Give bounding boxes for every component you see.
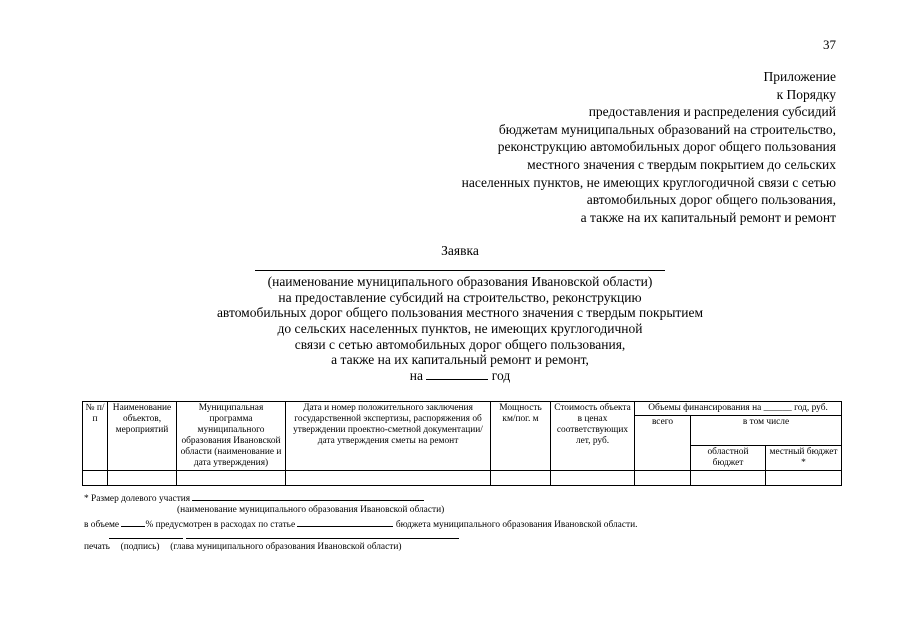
share-line bbox=[84, 491, 424, 505]
request-heading: Заявка bbox=[441, 243, 479, 258]
table-cell[interactable] bbox=[286, 471, 491, 486]
table-cell[interactable] bbox=[766, 471, 842, 486]
percent-blank[interactable] bbox=[121, 517, 145, 527]
header-cost: Стоимость объекта в ценах соответствующих лет, руб. bbox=[551, 402, 635, 471]
header-number: № п/п bbox=[83, 402, 108, 471]
appendix-line: реконструкцию автомобильных дорог общего пользования bbox=[497, 139, 836, 155]
header-financing-volume: Объемы финансирования на ______ год, руб. bbox=[635, 402, 842, 416]
head-label: (глава муниципального образования Ивановской области) bbox=[170, 542, 402, 552]
request-title-block bbox=[160, 243, 760, 383]
appendix-line: местного значения с твердым покрытием до сельских bbox=[527, 156, 836, 172]
volume-mid: % предусмотрен в расходах по статье bbox=[145, 520, 296, 530]
signature-captions bbox=[84, 541, 402, 553]
year-blank[interactable] bbox=[426, 368, 488, 380]
table-cell[interactable] bbox=[177, 471, 286, 486]
year-prefix: на bbox=[409, 367, 424, 383]
header-regional-budget: областной бюджет bbox=[691, 446, 766, 471]
header-local-budget: местный бюджет * bbox=[766, 446, 842, 471]
title-line: связи с сетью автомобильных дорог общего пользования, bbox=[294, 336, 626, 352]
article-blank[interactable] bbox=[297, 517, 393, 527]
header-including: в том числе bbox=[691, 416, 842, 446]
table-cell[interactable] bbox=[635, 471, 691, 486]
municipality-blank[interactable] bbox=[160, 259, 760, 275]
header-capacity: Мощность км/пог. м bbox=[491, 402, 551, 471]
appendix-line: бюджетам муниципальных образований на строительство, bbox=[498, 121, 836, 137]
header-total: всего bbox=[635, 416, 691, 471]
share-label: * Размер долевого участия bbox=[84, 494, 191, 504]
signature-blank[interactable] bbox=[109, 538, 183, 539]
municipality-caption: (наименование муниципального образования Ивановской области) bbox=[267, 274, 653, 290]
table-row bbox=[83, 471, 842, 486]
title-line: а также на их капитальный ремонт и ремонт, bbox=[331, 352, 589, 368]
share-blank[interactable] bbox=[192, 491, 424, 501]
appendix-line: населенных пунктов, не имеющих круглогодичной связи с сетью bbox=[461, 174, 836, 190]
table-cell[interactable] bbox=[83, 471, 108, 486]
header-objects: Наименование объектов, мероприятий bbox=[108, 402, 177, 471]
table-cell[interactable] bbox=[108, 471, 177, 486]
request-table bbox=[82, 401, 842, 486]
header-expertise: Дата и номер положительного заключения государственной экспертизы, распоряжения об утверждении проектно-сметной документации/дата утверждения сметы на ремонт bbox=[286, 402, 491, 471]
appendix-line: к Порядку bbox=[776, 86, 836, 102]
year-line bbox=[160, 368, 760, 384]
title-line: до сельских населенных пунктов, не имеющих круглогодичной bbox=[277, 320, 643, 336]
appendix-header bbox=[376, 68, 836, 226]
volume-prefix: в объеме bbox=[84, 520, 120, 530]
volume-line bbox=[84, 517, 637, 531]
appendix-line: автомобильных дорог общего пользования, bbox=[586, 192, 836, 208]
share-caption: (наименование муниципального образования Ивановской области) bbox=[177, 505, 445, 515]
table-cell[interactable] bbox=[551, 471, 635, 486]
page-number: 37 bbox=[823, 37, 836, 52]
volume-suffix: бюджета муниципального образования Ивановской области. bbox=[395, 520, 638, 530]
table-cell[interactable] bbox=[491, 471, 551, 486]
appendix-line: предоставления и распределения субсидий bbox=[588, 104, 836, 120]
appendix-line: Приложение bbox=[763, 69, 836, 84]
seal-label: печать bbox=[84, 542, 110, 552]
title-line: автомобильных дорог общего пользования местного значения с твердым покрытием bbox=[216, 305, 704, 321]
table-cell[interactable] bbox=[691, 471, 766, 486]
title-line: на предоставление субсидий на строительство, реконструкцию bbox=[278, 289, 642, 305]
year-suffix: год bbox=[491, 367, 511, 383]
appendix-line: а также на их капитальный ремонт и ремонт bbox=[580, 209, 836, 225]
header-program: Муниципальная программа муниципального образования Ивановской области (наименование и дата утверждения) bbox=[177, 402, 286, 471]
signature-label: (подпись) bbox=[120, 542, 160, 552]
head-name-blank[interactable] bbox=[186, 538, 459, 539]
